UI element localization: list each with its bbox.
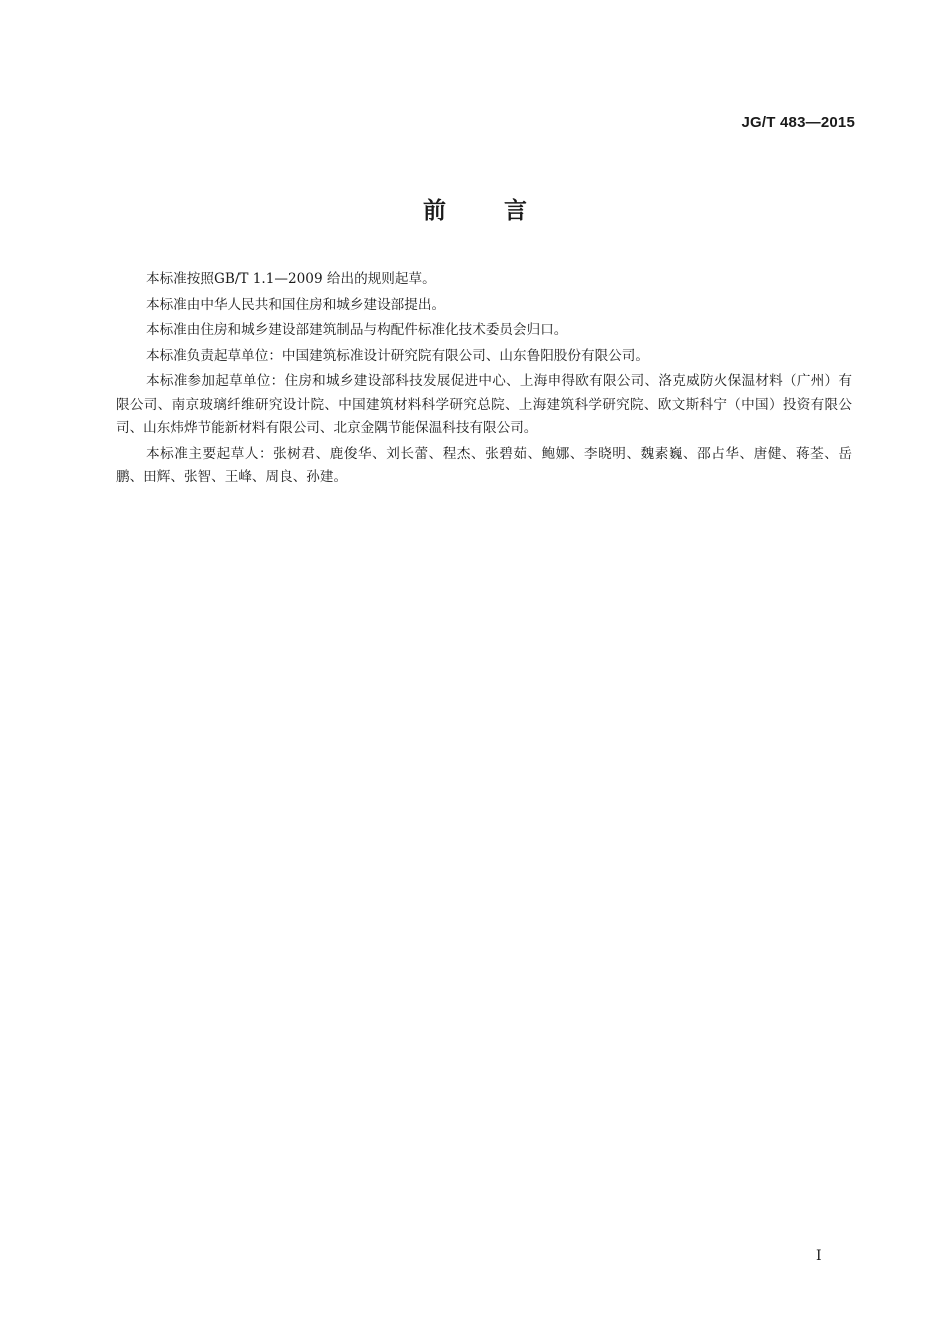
paragraph-main-drafters: 本标准主要起草人：张树君、鹿俊华、刘长蕾、程杰、张碧茹、鲍娜、李晓明、魏素巍、邵占华、唐健、蒋荃、岳鹏、田辉、张智、王峰、周良、孙建。 xyxy=(116,445,852,485)
standard-code: JG/T 483—2015 xyxy=(741,114,855,131)
page-title: 前言 xyxy=(423,198,585,224)
paragraph-proposer: 本标准由中华人民共和国住房和城乡建设部提出。 xyxy=(146,296,446,313)
foreword-body xyxy=(116,268,852,492)
paragraph-administrator: 本标准由住房和城乡建设部建筑制品与构配件标准化技术委员会归口。 xyxy=(146,322,568,338)
paragraph-responsible-units: 本标准负责起草单位：中国建筑标准设计研究院有限公司、山东鲁阳股份有限公司。 xyxy=(146,347,649,364)
page-number: I xyxy=(816,1248,822,1264)
paragraph-drafting-rules: 本标准按照GB/T 1.1—2009 给出的规则起草。 xyxy=(146,271,436,287)
paragraph-participating-units: 本标准参加起草单位：住房和城乡建设部科技发展促进中心、上海申得欧有限公司、洛克威防火保温材料（广州）有限公司、南京玻璃纤维研究设计院、中国建筑材料科学研究总院、上海建筑科学研究院、欧文斯科宁（中国）投资有限公司、山东炜烨节能新材料有限公司、北京金隅节能保温科技有限公司。 xyxy=(116,373,852,436)
